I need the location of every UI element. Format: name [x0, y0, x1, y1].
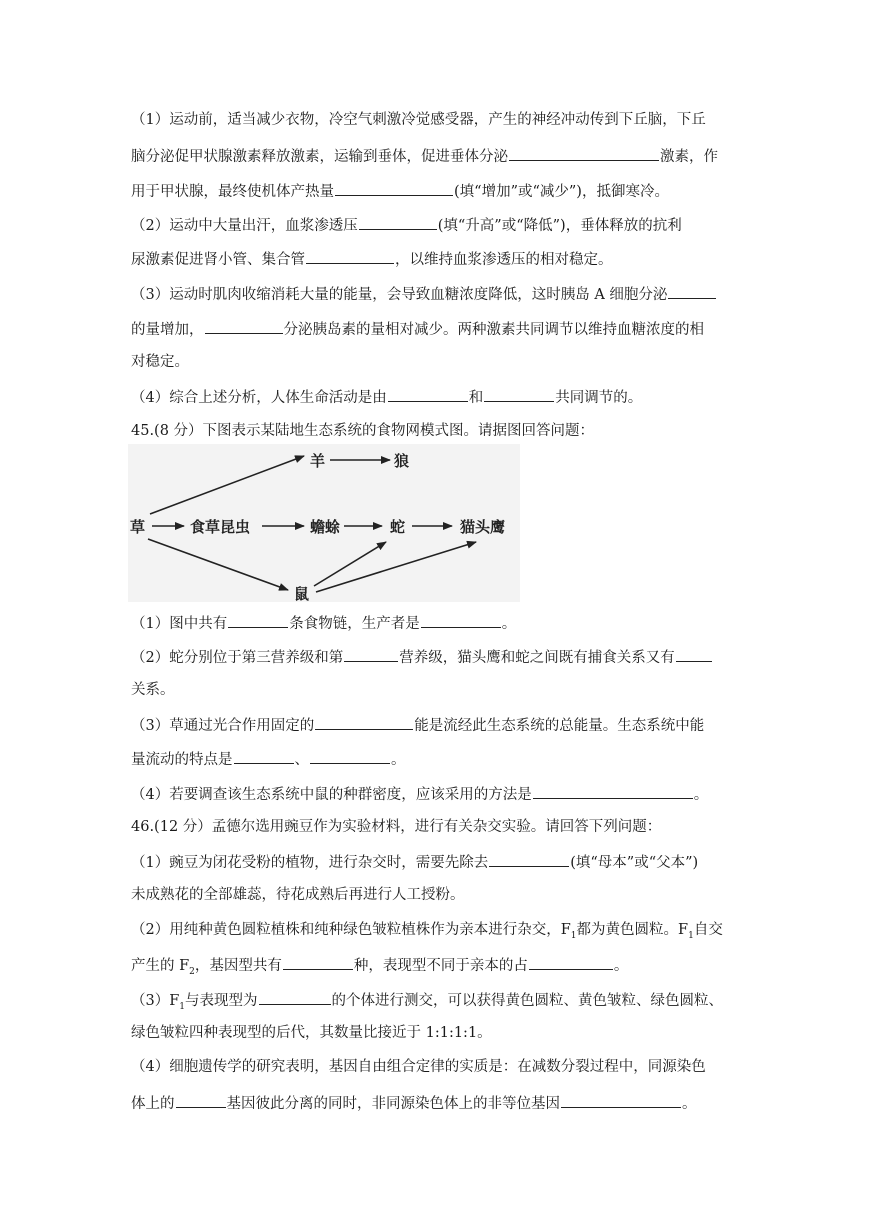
- text: 对稳定。: [131, 354, 189, 370]
- text: （2）蛇分别位于第三营养级和第: [131, 650, 344, 666]
- q44-p2-line2: [131, 248, 613, 270]
- text: 共同调节的。: [555, 390, 643, 406]
- text: （1）豌豆为闭花受粉的植物，进行杂交时，需要先除去: [131, 855, 489, 871]
- answer-blank[interactable]: [228, 612, 288, 628]
- arrow-grass-mouse: [148, 539, 288, 590]
- answer-blank[interactable]: [205, 318, 283, 334]
- q45-p1-line: [131, 612, 516, 634]
- text: (填“增加”或“减少”)，抵御寒冷。: [454, 184, 669, 200]
- text: 。: [613, 958, 629, 974]
- q45-p2-line1: [131, 646, 713, 668]
- answer-blank[interactable]: [306, 248, 394, 264]
- q45-p2-line2: [131, 680, 175, 700]
- text: （3）运动时肌肉收缩消耗大量的能量，会导致血糖浓度降低，这时胰岛 A 细胞分泌: [131, 287, 668, 303]
- q46-p1-line2: [131, 885, 465, 905]
- answer-blank[interactable]: [283, 954, 353, 970]
- q44-p4-line: [131, 386, 642, 408]
- text: 。: [693, 787, 709, 803]
- text: 能是流经此生态系统的总能量。生态系统中能: [414, 718, 705, 734]
- answer-blank[interactable]: [234, 748, 294, 764]
- q44-p1-line3: [131, 180, 669, 202]
- text: 基因彼此分离的同时，非同源染色体上的非等位基因: [226, 1096, 560, 1112]
- node-snake: 蛇: [390, 518, 406, 536]
- answer-blank[interactable]: [259, 989, 331, 1005]
- text: （1）图中共有: [131, 616, 228, 632]
- text: (填“母本”或“父本”): [570, 855, 699, 871]
- arrow-mouse-snake: [314, 542, 386, 586]
- text: 激素，作: [660, 149, 718, 165]
- node-sheep: 羊: [310, 452, 326, 470]
- q45-p3-line1: [131, 714, 704, 736]
- answer-blank[interactable]: [335, 180, 453, 196]
- text: 营养级，猫头鹰和蛇之间既有捕食关系又有: [399, 650, 675, 666]
- q44-p2-line1: [131, 214, 682, 236]
- answer-blank[interactable]: [388, 386, 468, 402]
- q44-p3-line3: [131, 352, 189, 372]
- q46-p4-line1: [131, 1057, 706, 1077]
- answer-blank[interactable]: [421, 612, 501, 628]
- text: 产生的 F: [131, 958, 190, 974]
- text: 用于甲状腺，最终使机体产热量: [131, 184, 334, 200]
- text: （4）细胞遗传学的研究表明，基因自由组合定律的实质是：在减数分裂过程中，同源染色: [131, 1059, 706, 1075]
- answer-blank[interactable]: [310, 748, 390, 764]
- answer-blank[interactable]: [676, 646, 712, 662]
- node-grass: 草: [130, 518, 146, 536]
- text: 条食物链，生产者是: [289, 616, 420, 632]
- text: 都为黄色圆粒。F: [576, 922, 689, 938]
- text: 46.(12 分）孟德尔选用豌豆作为实验材料，进行有关杂交实验。请回答下列问题：: [131, 819, 662, 835]
- q46-p4-line2: [131, 1092, 697, 1114]
- node-owl: 猫头鹰: [460, 518, 506, 536]
- text: （4）若要调查该生态系统中鼠的种群密度，应该采用的方法是: [131, 787, 532, 803]
- q45-p3-line2: [131, 748, 406, 770]
- answer-blank[interactable]: [489, 851, 569, 867]
- text: （4）综合上述分析，人体生命活动是由: [131, 390, 387, 406]
- text: 未成熟花的全部雄蕊，待花成熟后再进行人工授粉。: [131, 887, 465, 903]
- text: 量流动的特点是: [131, 752, 233, 768]
- q45-header: [131, 421, 594, 441]
- q46-p2-line1: [131, 920, 723, 940]
- text: 45.(8 分）下图表示某陆地生态系统的食物网模式图。请据图回答问题：: [131, 423, 595, 439]
- node-wolf: 狼: [394, 452, 410, 470]
- q46-p1-line1: [131, 851, 698, 873]
- answer-blank[interactable]: [359, 214, 437, 230]
- text: 绿色皱粒四种表现型的后代，其数量比接近于 1:1:1:1。: [131, 1025, 492, 1041]
- text: 种，表现型不同于亲本的占: [353, 958, 528, 974]
- q44-p3-line1: [131, 283, 717, 305]
- q46-p2-line2: [131, 954, 628, 976]
- arrow-grass-sheep: [150, 456, 304, 514]
- arrow-mouse-owl: [316, 542, 476, 592]
- subscript: 1: [179, 1001, 186, 1012]
- text: 分泌胰岛素的量相对减少。两种激素共同调节以维持血糖浓度的相: [283, 322, 704, 338]
- text: 和: [468, 390, 484, 406]
- answer-blank[interactable]: [668, 283, 716, 299]
- text: （3）草通过光合作用固定的: [131, 718, 315, 734]
- answer-blank[interactable]: [484, 386, 554, 402]
- food-web-svg: [128, 444, 520, 602]
- text: 关系。: [131, 682, 175, 698]
- food-web-diagram: [128, 444, 520, 602]
- text: （2）运动中大量出汗，血浆渗透压: [131, 218, 358, 234]
- subscript: 1: [688, 930, 694, 941]
- q44-p1-line2: [131, 145, 718, 167]
- answer-blank[interactable]: [509, 145, 659, 161]
- answer-blank[interactable]: [561, 1092, 681, 1108]
- text: （1）运动前，适当减少衣物，冷空气刺激冷觉感受器，产生的神经冲动传到下丘脑，下丘: [131, 112, 706, 128]
- text: 的个体进行测交，可以获得黄色圆粒、黄色皱粒、绿色圆粒、: [331, 993, 724, 1009]
- q46-header: [131, 817, 661, 837]
- node-mouse: 鼠: [294, 585, 310, 602]
- text: 、: [294, 752, 309, 768]
- q44-p1-line1: [131, 110, 706, 130]
- answer-blank[interactable]: [315, 714, 413, 730]
- node-herbivorous-insect: 食草昆虫: [190, 518, 251, 536]
- text: (填“升高”或“降低”)，垂体释放的抗利: [437, 218, 682, 234]
- text: ，基因型共有: [194, 958, 282, 974]
- text: 尿激素促进肾小管、集合管: [131, 252, 305, 268]
- text: 体上的: [131, 1096, 175, 1112]
- answer-blank[interactable]: [529, 954, 613, 970]
- text: 与表现型为: [185, 993, 258, 1009]
- text: 脑分泌促甲状腺激素释放激素，运输到垂体，促进垂体分泌: [131, 149, 508, 165]
- q44-p3-line2: [131, 318, 704, 340]
- text: ，以维持血浆渗透压的相对稳定。: [395, 252, 613, 268]
- text: 自交: [693, 922, 723, 938]
- answer-blank[interactable]: [344, 646, 398, 662]
- text: 。: [391, 752, 406, 768]
- text: 。: [682, 1096, 697, 1112]
- text: （2）用纯种黄色圆粒植株和纯种绿色皱粒植株作为亲本进行杂交，F: [131, 922, 571, 938]
- q46-p3-line1: [131, 989, 723, 1011]
- answer-blank[interactable]: [176, 1092, 226, 1108]
- text: 的量增加，: [131, 322, 204, 338]
- text: 。: [501, 616, 517, 632]
- q46-p3-line2: [131, 1023, 492, 1043]
- text: （3）F: [131, 993, 180, 1009]
- answer-blank[interactable]: [533, 783, 693, 799]
- q45-p4-line: [131, 783, 708, 805]
- node-toad: 蟾蜍: [310, 518, 341, 536]
- subscript: 2: [189, 966, 195, 977]
- subscript: 1: [570, 930, 577, 941]
